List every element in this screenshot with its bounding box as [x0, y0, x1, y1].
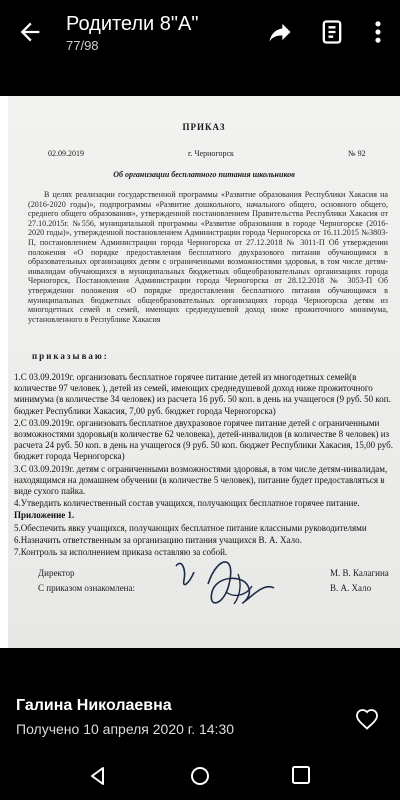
nav-home-icon[interactable]: [190, 766, 210, 786]
document-date: 02.09.2019: [48, 149, 84, 158]
director-name: М. В. Калагина: [330, 568, 389, 578]
order-item: 5.Обеспечить явку учащихся, получающих бесплатное питание классными руководителями: [14, 522, 367, 533]
document-subject: Об организации бесплатного питания школьников: [113, 170, 295, 179]
more-vert-icon[interactable]: [370, 18, 386, 46]
chat-title: Родители 8"А": [66, 13, 199, 35]
nav-back-icon[interactable]: [88, 766, 108, 786]
nav-recents-icon[interactable]: [292, 766, 310, 784]
sender-name: Галина Николаевна: [16, 697, 172, 714]
share-icon[interactable]: [266, 18, 294, 46]
document-number: № 92: [348, 149, 366, 158]
order-word: приказываю:: [32, 351, 109, 361]
order-item: 2.С 03.09.2019г. организовать бесплатное двухразовое горячее питание детей с ограниченными возможностями здоровья(в количестве 62 человека), детей-инвалидов (в количестве 8 человек) из расчета 24 руб. 50 коп. в день на учащегося (9 руб. 50 коп. бюджет Республики Хакасия, 15,00 руб. бюджет города Черногорска): [14, 417, 393, 462]
acquainted-name: В. А. Хало: [330, 583, 372, 593]
arrow-left-icon[interactable]: [16, 18, 44, 46]
director-label: Директор: [38, 568, 75, 578]
document-city: г. Черногорск: [188, 149, 234, 158]
media-counter: 77/98: [66, 38, 99, 53]
order-item: 1.С 03.09.2019г. организовать бесплатное горячее питание детей из многодетных семей(в количестве 97 человек ), детей из семей, имеющих среднедушевой доход ниже прожиточного минимума (в количестве 34 человек) из расчета 16 руб. 50 коп. в день на учащегося (9 руб. 50 коп. бюджет Республики Хакасия, 7,00 руб. бюджет города Черногорска): [14, 372, 391, 416]
document-photo: [8, 96, 400, 648]
acquainted-label: С приказом ознакомлена:: [38, 583, 135, 593]
open-in-icon[interactable]: [318, 18, 346, 46]
order-item: 3.С 03.09.2019г. детям с ограниченными возможностями здоровья, в том числе детям-инвалидам, находящимся на домашнем обучении (в количестве 5 человек), питание будет предоставляться в виде сухого пайка.: [14, 463, 388, 497]
received-timestamp: Получено 10 апреля 2020 г. 14:30: [16, 721, 235, 737]
system-nav-bar: [0, 752, 400, 800]
signature-block: [38, 566, 398, 596]
appendix-label: Приложение 1.: [14, 510, 75, 521]
order-item: 4.Утвердить количественный состав учащихся, получающих бесплатное горячее питание.: [14, 498, 360, 509]
heart-icon[interactable]: [355, 708, 379, 732]
order-items: [14, 372, 396, 559]
document-preamble: В целях реализации государственной программы «Развитие образования Республики Хакасия на (2016-2020 годы)», подпрограммы «Развитие дошкольного, начального общего, основного общего, среднего общего образования», утвержденной постановлением Правительства Республики Хакасия от 27.10.2015г. №556, муниципальной программы «Развитие образования в городе Черногорске (2016-2020 годы)», утвержденной постановлением Администрации города Черногорска от 16.11.2015 №3803-П, постановлением Администрации города Черногорска от 27.12.2018 № 3011-П Об утверждении положения «О порядке предоставления бесплатного двухразового питания обучающимся в образовательных организациях детям с ограниченными возможностями здоровья, в том числе детям-инвалидам обучающихся в муниципальных бюджетных общеобразовательных организациях города Черногорск, Постановления Администрации города Черногорска от 28.12.2018 № 3053-П Об утверждении положения «О порядке предоставления бесплатного питания обучающимся в муниципальных бюджетных общеобразовательных организациях города Черногорска детям из многодетных семей и семей, имеющих среднедушевой доход ниже прожиточного минимума, установленного в Республике Хакасия: [28, 190, 388, 324]
document-title: ПРИКАЗ: [182, 122, 226, 132]
top-app-bar: [0, 0, 400, 64]
photo-viewer[interactable]: [0, 96, 400, 648]
order-item: 7.Контроль за исполнением приказа оставляю за собой.: [14, 547, 228, 558]
order-item: 6.Назначить ответственным за организацию питания учащихся В. А. Хало.: [14, 534, 302, 545]
